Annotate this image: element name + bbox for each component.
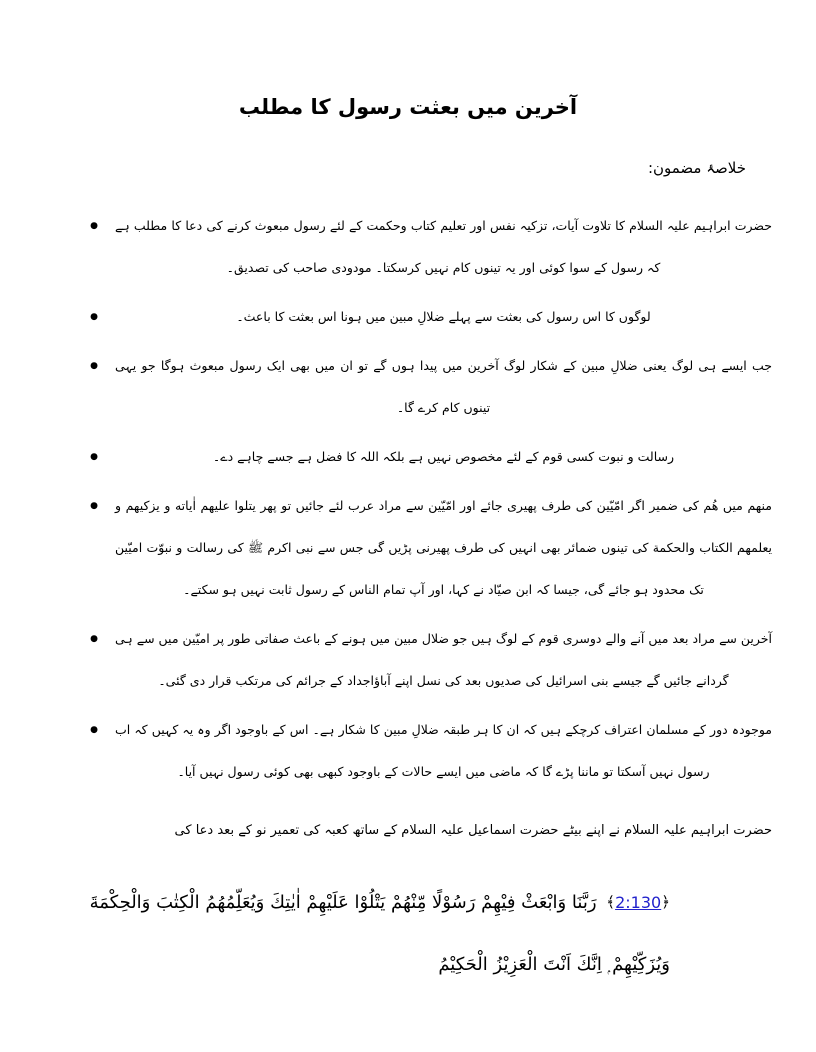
ornate-bracket-open: ﴿: [661, 893, 670, 912]
bullet-text: لوگوں کا اس رسول کی بعثت سے پہلے ضلالِ مبین میں ہونا اس بعثت کا باعث۔: [236, 308, 651, 324]
summary-heading: خلاصۂ مضمون:: [647, 158, 746, 177]
bullet-dot-icon: ●: [90, 360, 98, 371]
bullet-item-1: [90, 205, 772, 289]
bullet-text: موجودہ دور کے مسلمان اعتراف کرچکے ہیں کہ ان کا ہر طبقہ ضلالِ مبین کا شکار ہے۔ اس کے باوجود اگر وہ یہ کہیں کہ اب رسول نہیں آسکتا تو ماننا پڑے گا کہ ماضی میں ایسے حالات کے باوجود کبھی بھی کوئی رسول نہیں آیا۔: [115, 721, 772, 779]
bullet-item-2: [90, 296, 772, 338]
closing-paragraph: حضرت ابراہیم علیہ السلام نے اپنے بیٹے حضرت اسماعیل علیہ السلام کے ساتھ کعبہ کی تعمیر نو کے بعد دعا کی: [174, 822, 772, 838]
bullet-dot-icon: ●: [90, 633, 98, 644]
quran-verse-block: [35, 871, 670, 996]
bullet-dot-icon: ●: [90, 311, 98, 322]
summary-bullet-list: [90, 205, 772, 793]
bullet-dot-icon: ●: [90, 451, 98, 462]
bullet-text: آخرین سے مراد بعد میں آنے والے دوسری قوم کے لوگ ہیں جو ضلال مبین میں ہونے کے باعث صفاتی طور پر امیّین میں سے ہی گردانے جائیں گے جیسے بنی اسرائیل کی صدیوں بعد کی نسل اپنے آباؤاجداد کے جرائم کی مرتکب قرار دی گئی۔: [115, 630, 772, 688]
bullet-text: منهم میں هُم کی ضمیر اگر امّیّین کی طرف پھیری جائے اور امّیّین سے مراد عرب لئے جائیں تو پھر يتلوا عليهم اٰياته و يزكيهم و يعلمهم الكتاب والحكمة کی تینوں ضمائر بھی انہیں کی طرف پھیرنی پڑیں گی جس سے نبی اکرم ﷺ کی رسالت و نبوّت امیّین تک محدود ہو جائے گی، جیسا کہ ابن صیّاد نے کہا، اور آپ تمام الناس کے رسول ثابت نہیں ہو سکتے۔: [115, 497, 772, 597]
verse-arabic-text: رَبَّنَا وَابْعَثْ فِيْهِمْ رَسُوْلًا مِّنْهُمْ يَتْلُوْا عَلَيْهِمْ اٰيٰتِكَ وَيُعَلِّمُهُمُ الْكِتٰبَ وَالْحِكْمَةَ وَيُزَكِّيْهِمْ ۭ اِنَّكَ اَنْتَ الْعَزِيْزُ الْحَكِيْمُ: [89, 892, 670, 976]
verse-reference-link[interactable]: 2:130: [615, 893, 662, 913]
bullet-dot-icon: ●: [90, 724, 98, 735]
bullet-item-3: [90, 345, 772, 429]
bullet-text: جب ایسے ہی لوگ یعنی ضلالِ مبین کے شکار لوگ آخرین میں پیدا ہوں گے تو ان میں بھی ایک رسول مبعوث ہوگا جو یہی تینوں کام کرے گا۔: [115, 357, 772, 415]
bullet-item-4: [90, 436, 772, 478]
bullet-text: حضرت ابراہیم علیہ السلام کا تلاوت آیات، تزکیہ نفس اور تعلیم کتاب وحکمت کے لئے رسول مبعوث کرنے کی دعا کا مطلب ہے کہ رسول کے سوا کوئی اور یہ تینوں کام نہیں کرسکتا۔ مودودی صاحب کی تصدیق۔: [115, 217, 772, 275]
bullet-text: رسالت و نبوت کسی قوم کے لئے مخصوص نہیں ہے بلکہ اللہ کا فضل ہے جسے چاہے دے۔: [212, 448, 675, 464]
bullet-item-5: [90, 485, 772, 611]
page-title: آخرین میں بعثت رسول کا مطلب: [238, 95, 578, 119]
ornate-bracket-close: ﴾: [606, 893, 616, 912]
bullet-item-7: [90, 709, 772, 793]
bullet-dot-icon: ●: [90, 220, 98, 231]
bullet-item-6: [90, 618, 772, 702]
bullet-dot-icon: ●: [90, 500, 98, 511]
